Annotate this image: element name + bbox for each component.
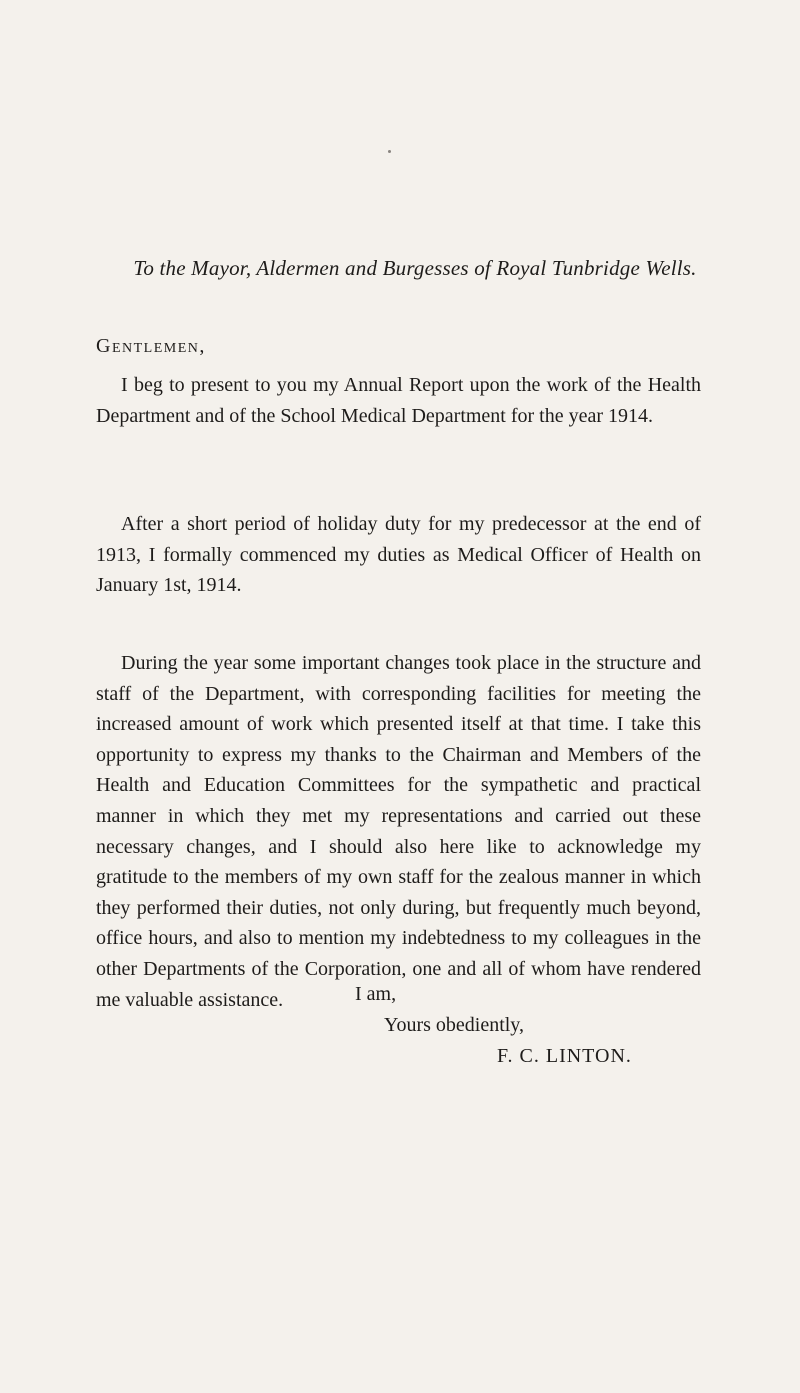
salutation: Gentlemen, [96, 335, 206, 357]
paragraph-acknowledgements: During the year some important changes took place in the structure and staff of the Department, with corresponding facilities for meeting the increased amount of work which presented itself at that time. I take this opportunity to express my thanks to the Chairman and Members of the Health and Education Committees for the sympathetic and practical manner in which they met my representations and carried out these necessary changes, and I should also here like to acknowledge my gratitude to the members of my own staff for the zealous manner in which they performed their duties, not only during, but frequently much beyond, office hours, and also to mention my indebtedness to my colleagues in the other Departments of the Corporation, one and all of whom have rendered me valuable assistance. [96, 652, 701, 1011]
address-line: To the Mayor, Aldermen and Burgesses of Royal Tunbridge Wells. [133, 256, 697, 280]
page-speck [388, 150, 391, 153]
closing-yours-obediently: Yours obediently, [384, 1014, 525, 1036]
paragraph-appointment: After a short period of holiday duty for my predecessor at the end of 1913, I formally commenced my duties as Medical Officer of Health on January 1st, 1914. [96, 513, 701, 597]
signature: F. C. LINTON. [497, 1045, 632, 1067]
paragraph-report-intro: I beg to present to you my Annual Report upon the work of the Health Department and of the School Medical Department for the year 1914. [96, 374, 701, 427]
closing-i-am: I am, [355, 983, 397, 1005]
